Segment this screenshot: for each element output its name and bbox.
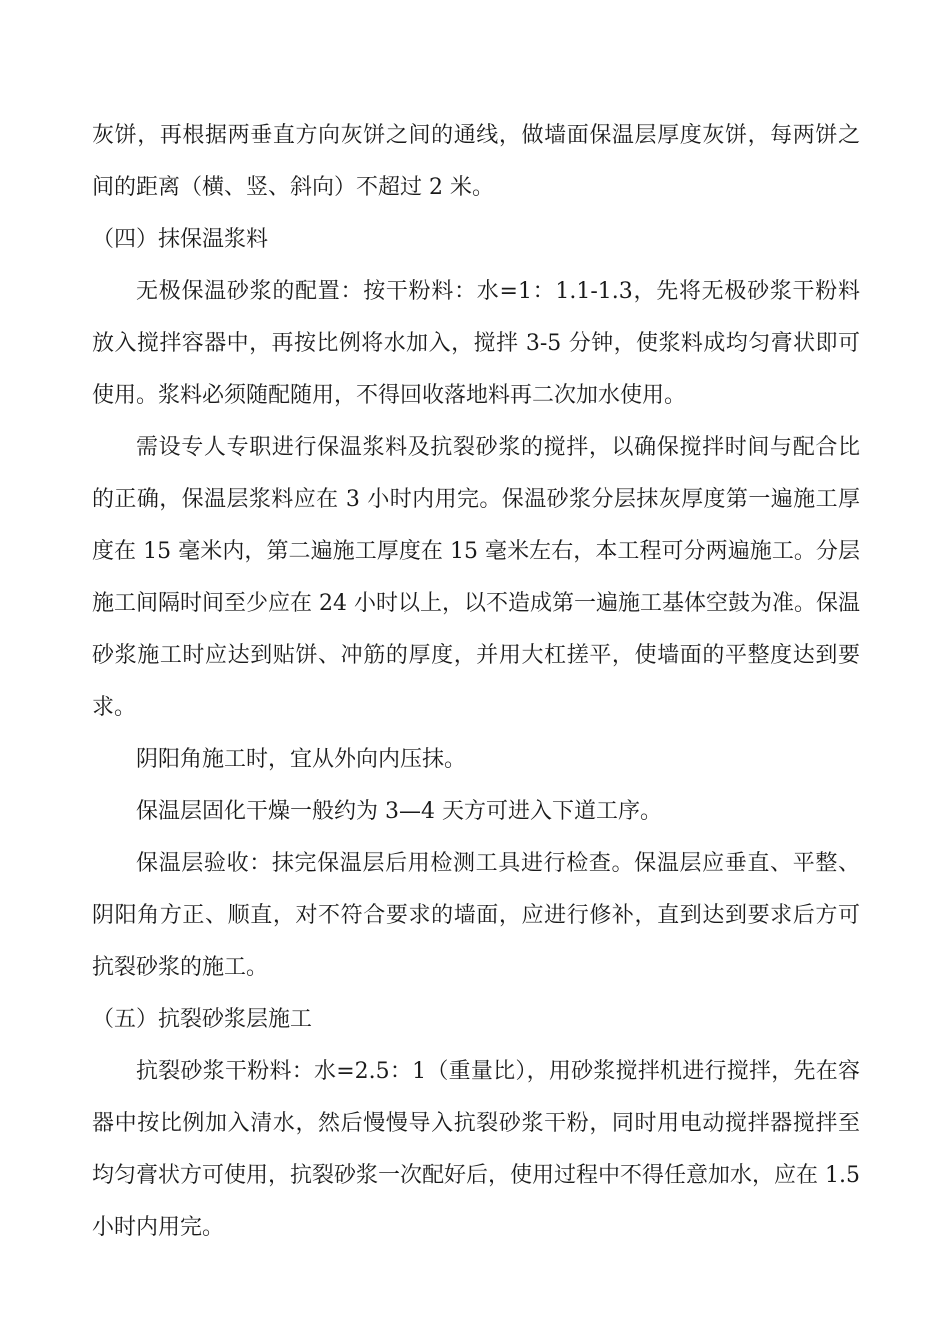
document-body [92, 110, 860, 1254]
paragraph-application-layers: 需设专人专职进行保温浆料及抗裂砂浆的搅拌，以确保搅拌时间与配合比的正确，保温层浆料应在 3 小时内用完。保温砂浆分层抹灰厚度第一遍施工厚度在 15 毫米内，第二遍施工厚度在 15 毫米左右，本工程可分两遍施工。分层施工间隔时间至少应在 24 小时以上，以不造成第一遍施工基体空鼓为准。保温砂浆施工时应达到贴饼、冲筋的厚度，并用大杠搓平，使墙面的平整度达到要求。 [92, 435, 860, 720]
section-heading-5: （五）抗裂砂浆层施工 [92, 1007, 313, 1032]
section-heading-4: （四）抹保温浆料 [92, 227, 269, 252]
paragraph-mixing-ratio: 无极保温砂浆的配置：按干粉料：水=1：1.1-1.3，先将无极砂浆干粉料放入搅拌容器中，再按比例将水加入，搅拌 3-5 分钟，使浆料成均匀膏状即可使用。浆料必须随配随用，不得回收落地料再二次加水使用。 [92, 279, 860, 408]
paragraph-inspection: 保温层验收：抹完保温层后用检测工具进行检查。保温层应垂直、平整、阴阳角方正、顺直，对不符合要求的墙面，应进行修补，直到达到要求后方可抗裂砂浆的施工。 [92, 851, 860, 980]
paragraph-continuation: 灰饼，再根据两垂直方向灰饼之间的通线，做墙面保温层厚度灰饼，每两饼之间的距离（横、竖、斜向）不超过 2 米。 [92, 123, 860, 200]
paragraph-corner-application: 阴阳角施工时，宜从外向内压抹。 [136, 747, 467, 772]
paragraph-curing-time: 保温层固化干燥一般约为 3—4 天方可进入下道工序。 [136, 799, 662, 824]
paragraph-anti-crack-mortar: 抗裂砂浆干粉料：水=2.5：1（重量比），用砂浆搅拌机进行搅拌，先在容器中按比例加入清水，然后慢慢导入抗裂砂浆干粉，同时用电动搅拌器搅拌至均匀膏状方可使用，抗裂砂浆一次配好后，使用过程中不得任意加水，应在 1.5 小时内用完。 [92, 1059, 860, 1240]
